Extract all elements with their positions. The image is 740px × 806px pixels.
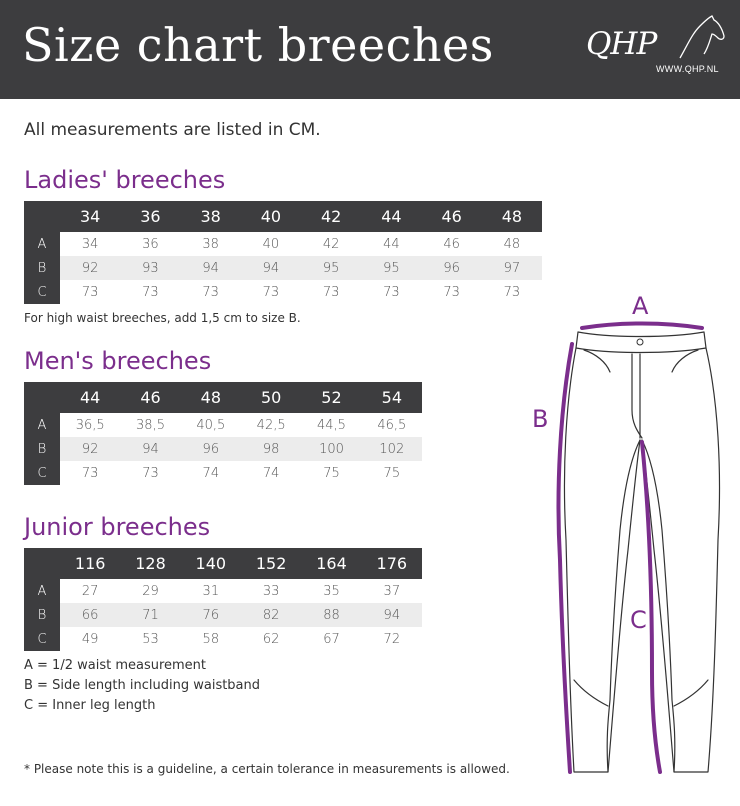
table-row: [24, 413, 422, 437]
table-cell: 92: [60, 437, 120, 461]
table-cell: 73: [81, 465, 99, 481]
left-leg-outline: [564, 348, 640, 772]
table-cell: 94: [362, 603, 422, 627]
size-header: 54: [362, 382, 422, 413]
table-cell: 82: [241, 603, 301, 627]
measure-line-a: [582, 324, 702, 329]
right-calf-patch: [674, 680, 708, 706]
table-cell: 37: [383, 583, 401, 599]
table-cell: 94: [120, 437, 180, 461]
size-header: 44: [361, 201, 421, 232]
size-header: 34: [60, 201, 120, 232]
header-corner: [24, 548, 60, 579]
table-cell: 36,5: [75, 417, 105, 433]
row-label: B: [24, 256, 60, 280]
waist-button-icon: [637, 339, 643, 345]
table-cell: 95: [301, 256, 361, 280]
table-header-row: [24, 201, 542, 232]
table-row: [24, 280, 542, 304]
table-cell: 73: [142, 284, 159, 300]
table-cell: 29: [142, 583, 159, 599]
table-cell: 49: [81, 631, 99, 647]
table-cell: 62: [262, 631, 280, 647]
table-cell: 93: [120, 256, 180, 280]
mens-size-table: [24, 382, 422, 485]
table-cell: 34: [81, 236, 99, 252]
page-title: Size chart breeches: [22, 18, 494, 72]
legend-c: C = Inner leg length: [24, 698, 156, 713]
right-pocket: [672, 350, 698, 372]
size-header: 44: [60, 382, 120, 413]
logo-text: QHP: [586, 26, 657, 62]
size-header: 140: [181, 548, 241, 579]
table-cell: 31: [202, 583, 220, 599]
row-label: C: [24, 280, 60, 304]
table-cell: 94: [241, 256, 301, 280]
junior-title: Junior breeches: [24, 513, 211, 541]
left-pocket: [584, 350, 610, 372]
header-bar: [0, 0, 740, 99]
table-cell: 96: [422, 256, 482, 280]
size-header: 46: [120, 382, 180, 413]
table-cell: 40: [262, 236, 280, 252]
table-cell: 76: [181, 603, 241, 627]
table-cell: 74: [262, 465, 280, 481]
size-header: 48: [181, 382, 241, 413]
table-cell: 58: [202, 631, 220, 647]
table-cell: 53: [142, 631, 159, 647]
logo-url: WWW.QHP.NL: [656, 64, 719, 74]
legend-a: A = 1/2 waist measurement: [24, 658, 207, 673]
figure-label-b: B: [532, 405, 549, 433]
table-cell: 42: [322, 236, 340, 252]
table-row: [24, 603, 422, 627]
disclaimer: * Please note this is a guideline, a certain tolerance in measurements is allowed.: [24, 762, 510, 776]
table-cell: 73: [503, 284, 521, 300]
junior-size-table: [24, 548, 422, 651]
table-cell: 72: [383, 631, 401, 647]
table-header-row: [24, 548, 422, 579]
table-row: [24, 627, 422, 651]
table-cell: 36: [142, 236, 159, 252]
table-cell: 44,5: [317, 417, 346, 433]
qhp-logo: [586, 14, 726, 80]
table-row: [24, 579, 422, 603]
size-header: 164: [301, 548, 361, 579]
table-cell: 46: [443, 236, 460, 252]
ladies-title: Ladies' breeches: [24, 166, 226, 194]
size-header: 152: [241, 548, 301, 579]
table-cell: 74: [202, 465, 220, 481]
size-header: 116: [60, 548, 120, 579]
ladies-size-table: [24, 201, 542, 304]
row-label: A: [24, 232, 60, 256]
table-cell: 66: [60, 603, 120, 627]
measure-line-b: [559, 344, 573, 772]
mens-title: Men's breeches: [24, 347, 212, 375]
header-corner: [24, 382, 60, 413]
table-cell: 33: [262, 583, 280, 599]
table-cell: 96: [181, 437, 241, 461]
table-cell: 67: [323, 631, 340, 647]
table-row: [24, 256, 542, 280]
table-cell: 73: [383, 284, 400, 300]
horse-head-icon: [674, 14, 726, 62]
table-row: [24, 232, 542, 256]
table-cell: 73: [142, 465, 159, 481]
size-header: 128: [120, 548, 180, 579]
table-cell: 46,5: [377, 417, 407, 433]
ladies-note: For high waist breeches, add 1,5 cm to size B.: [24, 311, 301, 325]
row-label: B: [24, 437, 60, 461]
row-label: C: [24, 627, 60, 651]
table-cell: 73: [322, 284, 340, 300]
table-cell: 38: [202, 236, 219, 252]
size-header: 50: [241, 382, 301, 413]
size-header: 52: [301, 382, 361, 413]
header-corner: [24, 201, 60, 232]
table-cell: 73: [81, 284, 99, 300]
size-header: 46: [422, 201, 482, 232]
row-label: A: [24, 579, 60, 603]
table-cell: 38,5: [136, 417, 165, 433]
left-calf-patch: [574, 680, 608, 706]
table-cell: 42,5: [256, 417, 286, 433]
waistband-outline: [576, 332, 706, 353]
row-label: C: [24, 461, 60, 485]
table-cell: 73: [262, 284, 280, 300]
table-cell: 75: [323, 465, 340, 481]
row-label: A: [24, 413, 60, 437]
table-cell: 102: [362, 437, 422, 461]
table-cell: 73: [443, 284, 460, 300]
table-cell: 94: [181, 256, 241, 280]
intro-text: All measurements are listed in CM.: [24, 120, 321, 140]
size-header: 38: [181, 201, 241, 232]
table-cell: 44: [383, 236, 400, 252]
table-header-row: [24, 382, 422, 413]
table-cell: 48: [503, 236, 521, 252]
size-header: 40: [241, 201, 301, 232]
table-cell: 100: [301, 437, 361, 461]
table-cell: 97: [482, 256, 542, 280]
table-cell: 92: [60, 256, 120, 280]
table-cell: 73: [202, 284, 219, 300]
table-cell: 27: [81, 583, 99, 599]
size-header: 48: [482, 201, 542, 232]
size-header: 36: [120, 201, 180, 232]
table-cell: 71: [120, 603, 180, 627]
table-cell: 40,5: [196, 417, 226, 433]
table-cell: 35: [323, 583, 340, 599]
breeches-illustration: [540, 320, 740, 780]
table-cell: 95: [361, 256, 421, 280]
legend-b: B = Side length including waistband: [24, 678, 261, 693]
table-cell: 98: [241, 437, 301, 461]
table-row: [24, 437, 422, 461]
size-header: 42: [301, 201, 361, 232]
table-cell: 75: [383, 465, 401, 481]
figure-label-c: C: [630, 606, 647, 634]
figure-label-a: A: [632, 292, 649, 320]
size-header: 176: [362, 548, 422, 579]
row-label: B: [24, 603, 60, 627]
table-cell: 88: [301, 603, 361, 627]
table-row: [24, 461, 422, 485]
